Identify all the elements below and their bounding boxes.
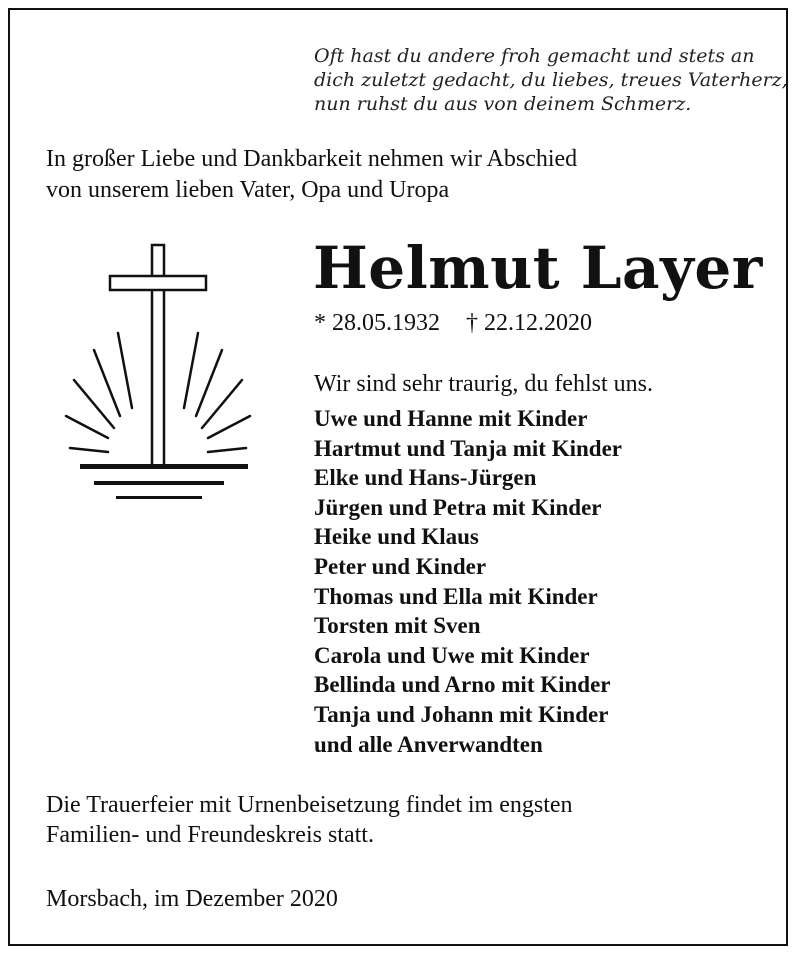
poem [314,44,788,116]
funeral-line: Die Trauerfeier mit Urnenbeisetzung findet im engsten [46,792,573,818]
poem-line: Oft hast du andere froh gemacht und stets an [314,45,755,67]
family-member: und alle Anverwandten [314,731,543,757]
intro-line: von unserem lieben Vater, Opa und Uropa [46,177,450,203]
life-dates [314,308,592,338]
poem-line: dich zuletzt gedacht, du liebes, treues Vaterherz, [314,69,788,91]
family-member: Bellinda und Arno mit Kinder [314,672,611,698]
funeral-line: Familien- und Freundeskreis statt. [46,822,374,848]
poem-line: nun ruhst du aus von deinem Schmerz. [314,93,692,115]
family-member: Carola und Uwe mit Kinder [314,642,590,668]
death-date: † 22.12.2020 [466,310,592,336]
funeral-notice [46,790,766,850]
family-member: Peter und Kinder [314,553,487,579]
intro-text [46,144,766,206]
family-member: Torsten mit Sven [314,613,481,639]
cross-sunrise-icon [60,240,260,510]
family-member: Tanja und Johann mit Kinder [314,701,609,727]
family-member: Heike und Klaus [314,524,479,550]
family-member: Thomas und Ella mit Kinder [314,583,598,609]
family-list [314,404,622,759]
family-member: Uwe und Hanne mit Kinder [314,406,588,431]
place-and-date: Morsbach, im Dezember 2020 [46,886,338,912]
birth-date: * 28.05.1932 [314,310,440,336]
family-member: Jürgen und Petra mit Kinder [314,494,602,520]
family-member: Elke und Hans-Jürgen [314,465,537,491]
family-member: Hartmut und Tanja mit Kinder [314,435,622,461]
mourning-message: Wir sind sehr traurig, du fehlst uns. [314,371,653,397]
deceased-name: Helmut Layer [313,234,763,302]
intro-line: In großer Liebe und Dankbarkeit nehmen wir Abschied [46,146,578,172]
